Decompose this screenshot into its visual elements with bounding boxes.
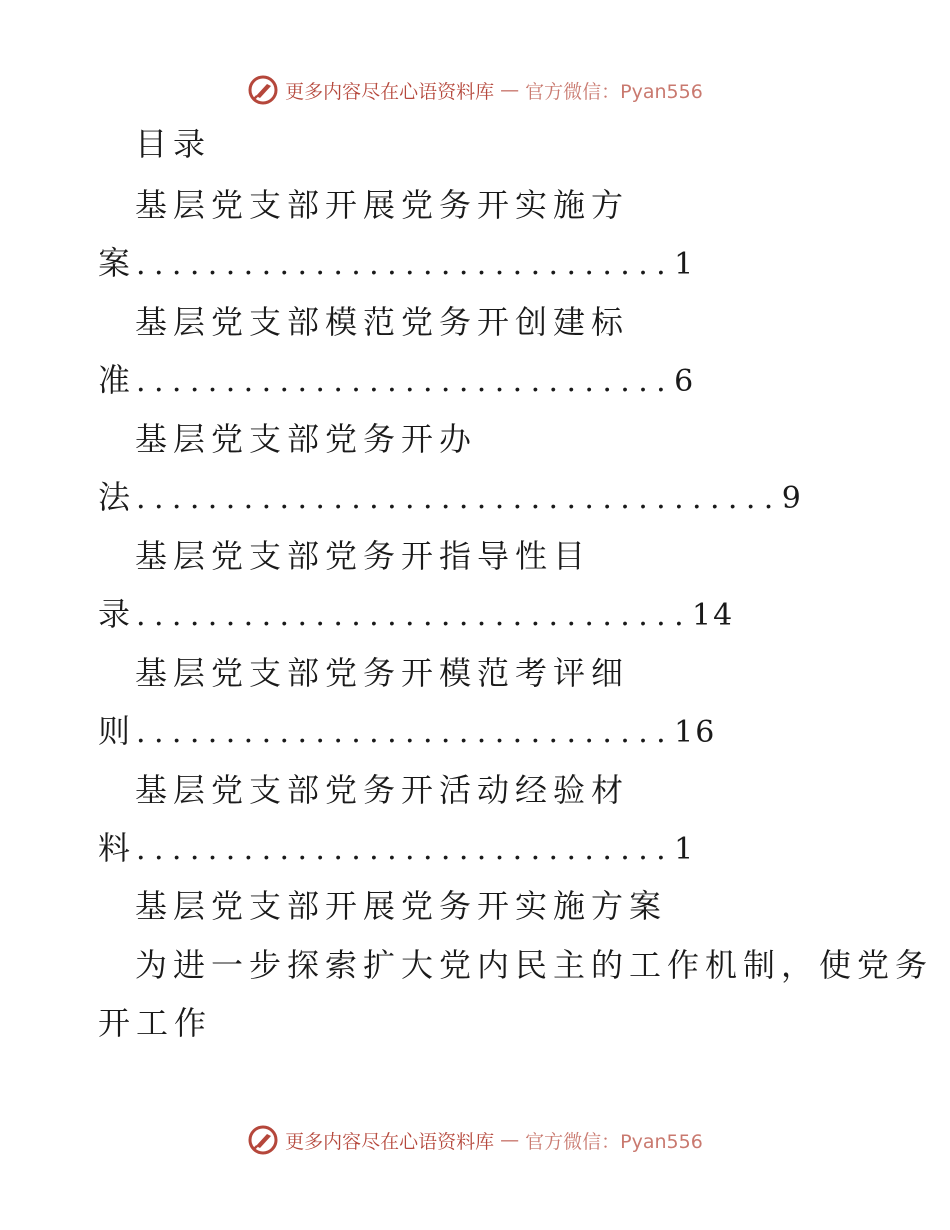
quill-logo-icon (247, 1124, 279, 1156)
watermark-header (0, 74, 950, 106)
toc-leader-dots: .................................... (136, 481, 782, 516)
quill-logo-icon (247, 74, 279, 106)
toc-page-number: 14 (692, 598, 735, 633)
toc-entry-tail: 法 (98, 478, 137, 516)
section-heading: 基层党支部开展党务开实施方案 (135, 887, 668, 925)
toc-entry-title: 基层党支部党务开活动经验材 (135, 771, 630, 809)
toc-leader-dots: ............................... (136, 598, 693, 633)
toc-entry-tail: 准 (98, 361, 137, 399)
watermark-text: 更多内容尽在心语资料库 (285, 1130, 495, 1153)
watermark-footer (0, 1124, 950, 1156)
toc-entry-row (98, 477, 803, 519)
toc-leader-dots: .............................. (136, 364, 675, 399)
paragraph-line: 为进一步探索扩大党内民主的工作机制，使党务 (135, 946, 934, 984)
toc-leader-dots: .............................. (136, 715, 675, 750)
toc-entry-title: 基层党支部开展党务开实施方 (135, 186, 630, 224)
watermark-separator: — (500, 79, 520, 101)
toc-entry-tail: 料 (98, 829, 137, 867)
watermark-separator: — (500, 1129, 520, 1151)
toc-entry-row (98, 360, 695, 402)
watermark-text: 更多内容尽在心语资料库 (285, 80, 495, 103)
toc-entry-row (98, 828, 695, 870)
watermark-wechat: 官方微信：Pyan556 (525, 1130, 703, 1153)
toc-page-number: 1 (674, 832, 696, 867)
toc-leader-dots: .............................. (136, 832, 675, 867)
toc-page-number: 16 (674, 715, 717, 750)
toc-page-number: 6 (674, 364, 696, 399)
paragraph-line: 开工作 (98, 1004, 213, 1042)
toc-title: 目录 (135, 125, 212, 163)
toc-entry-row (98, 243, 695, 285)
toc-entry-title: 基层党支部党务开指导性目 (135, 537, 592, 575)
toc-leader-dots: .............................. (136, 247, 675, 282)
toc-entry-tail: 则 (98, 712, 137, 750)
toc-entry-row (98, 711, 716, 753)
toc-page-number: 9 (781, 481, 803, 516)
toc-entry-title: 基层党支部模范党务开创建标 (135, 303, 630, 341)
toc-page-number: 1 (674, 247, 696, 282)
toc-entry-row (98, 594, 734, 636)
watermark-wechat: 官方微信：Pyan556 (525, 80, 703, 103)
toc-entry-title: 基层党支部党务开办 (135, 420, 478, 458)
toc-entry-tail: 案 (98, 244, 137, 282)
toc-entry-title: 基层党支部党务开模范考评细 (135, 654, 630, 692)
toc-entry-tail: 录 (98, 595, 137, 633)
